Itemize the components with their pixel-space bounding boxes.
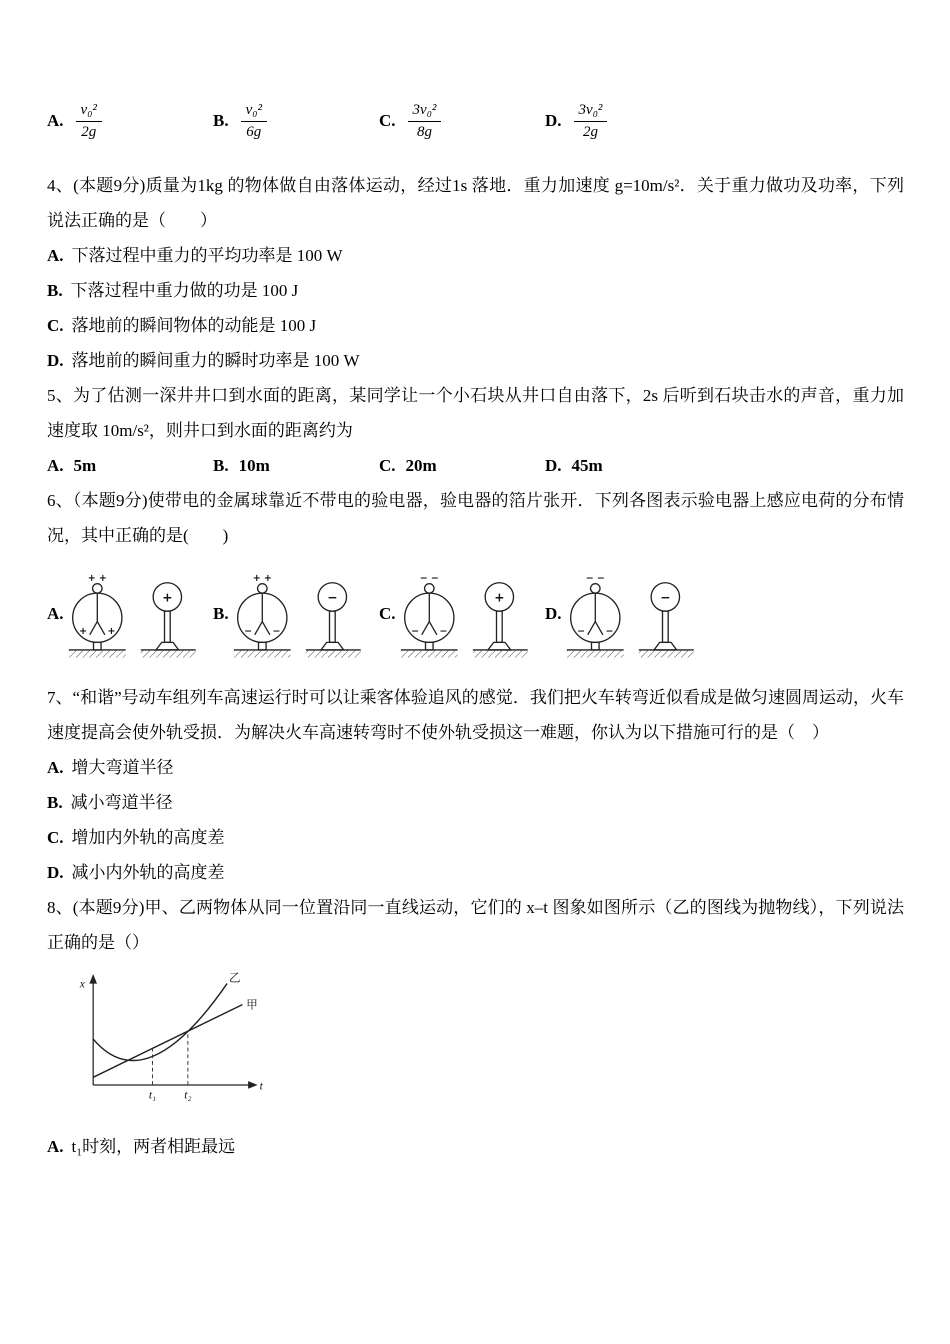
knob-charges: − − — [419, 572, 439, 584]
leaf-charge-right: − — [605, 625, 613, 637]
charged-ball — [305, 583, 360, 658]
q6-diagram-c — [379, 559, 545, 668]
t2-label: t₂ — [184, 1089, 192, 1102]
option-text: 落地前的瞬间重力的瞬时功率是 100 W — [71, 351, 360, 370]
electroscope-diagram — [565, 559, 707, 668]
q5-stem: 5、为了估测一深井井口到水面的距离，某同学让一个小石块从井口自由落下，2s 后听到石块击水的声音，重力加速度取 10m/s²，则井口到水面的距离约为 — [47, 386, 904, 440]
option-text: 45m — [571, 456, 603, 475]
fraction-numerator: 3v₀² — [408, 101, 442, 122]
q4-stem: 4、(本题9分)质量为1kg 的物体做自由落体运动，经过1s 落地．重力加速度 g=10m/s²．关于重力做功及功率，下列说法正确的是（ ） — [47, 176, 904, 230]
fraction-denominator: 2g — [81, 123, 97, 140]
t-axis-label: t — [259, 1080, 263, 1093]
q5-option-a — [47, 448, 213, 483]
fraction — [408, 101, 442, 142]
option-letter: D. — [545, 111, 562, 130]
q5-option-d — [545, 448, 711, 483]
leaf-charge-left: − — [243, 625, 252, 637]
option-letter: C. — [379, 111, 396, 130]
q6-diagram-d — [545, 559, 711, 668]
option-letter: B. — [47, 281, 63, 300]
option-text: t₁时刻，两者相距最远 — [71, 1137, 236, 1156]
electroscope — [68, 573, 125, 658]
option-text: 20m — [405, 456, 437, 475]
option-letter: B. — [213, 603, 229, 623]
q5-options-row — [47, 448, 904, 483]
leaf-charge-right: − — [439, 625, 447, 637]
q4-option-b — [47, 273, 904, 308]
option-letter: A. — [47, 1137, 64, 1156]
option-letter: C. — [47, 316, 64, 335]
option-text: 10m — [238, 456, 270, 475]
ball-charge: + — [493, 590, 505, 605]
fraction-numerator: v₀² — [76, 101, 102, 122]
yi-curve-label: 乙 — [229, 972, 241, 985]
charged-ball — [472, 583, 527, 658]
q8-graph — [53, 968, 904, 1117]
knob-charges: + + — [87, 572, 107, 584]
option-letter: A. — [47, 246, 64, 265]
q6-diagram-b — [213, 559, 379, 668]
option-text: 下落过程中重力做的功是 100 J — [70, 281, 299, 300]
ball-charge: + — [161, 590, 173, 605]
electroscope-diagram — [67, 559, 209, 668]
option-text: 5m — [73, 456, 97, 475]
q4-option-c — [47, 308, 904, 343]
option-letter: B. — [47, 793, 63, 812]
ball-charge: − — [326, 590, 338, 605]
option-text: 减小内外轨的高度差 — [71, 863, 225, 882]
q5-option-b — [213, 448, 379, 483]
electroscope — [566, 573, 623, 658]
q7-option-d — [47, 855, 904, 890]
line-jia — [93, 1005, 242, 1078]
x-axis-label: x — [79, 978, 85, 991]
option-text: 下落过程中重力的平均功率是 100 W — [71, 246, 343, 265]
q6-stem: 6、（本题9分)使带电的金属球靠近不带电的验电器，验电器的箔片张开．下列各图表示验电器上感应电荷的分布情况，其中正确的是( ) — [47, 491, 904, 545]
q6-diagram-a — [47, 559, 213, 668]
q4-option-a — [47, 238, 904, 273]
option-letter: D. — [545, 603, 562, 623]
q8-option-a — [47, 1129, 904, 1164]
q7-option-b — [47, 785, 904, 820]
q3-options-row — [47, 88, 904, 154]
jia-curve-label: 甲 — [246, 999, 258, 1012]
q8-stem: 8、(本题9分)甲、乙两物体从同一位置沿同一直线运动，它们的 x–t 图象如图所示（乙的图线为抛物线），下列说法正确的是（） — [47, 898, 904, 952]
fraction-denominator: 6g — [246, 123, 262, 140]
option-letter: A. — [47, 603, 64, 623]
knob-charges: + + — [252, 572, 272, 584]
knob-charges: − − — [585, 572, 605, 584]
option-letter: C. — [379, 456, 396, 475]
q7-stem: 7、“和谐”号动车组列车高速运行时可以让乘客体验追风的感觉．我们把火车转弯近似看成是做匀速圆周运动，火车速度提高会使外轨受损．为解决火车高速转弯时不使外轨受损这一难题，你认为以下措施可行的是（ ） — [47, 688, 904, 742]
option-letter: B. — [213, 456, 229, 475]
electroscope — [233, 573, 290, 658]
graph-axes — [79, 974, 264, 1093]
option-text: 落地前的瞬间物体的动能是 100 J — [71, 316, 317, 335]
q7-option-c — [47, 820, 904, 855]
q4-option-d — [47, 343, 904, 378]
leaf-charge-left: + — [78, 625, 87, 637]
leaf-charge-right: − — [272, 625, 281, 637]
q3-option-d — [545, 101, 711, 142]
leaf-charge-left: − — [576, 625, 585, 637]
t1-label: t₁ — [148, 1089, 157, 1102]
option-letter: A. — [47, 111, 64, 130]
option-letter: C. — [47, 828, 64, 847]
option-letter: D. — [545, 456, 562, 475]
option-letter: C. — [379, 603, 396, 623]
option-text: 减小弯道半径 — [70, 793, 173, 812]
fraction — [76, 101, 102, 142]
option-letter: A. — [47, 758, 64, 777]
fraction-denominator: 2g — [582, 123, 598, 140]
ball-charge: − — [659, 590, 671, 605]
option-letter: D. — [47, 863, 64, 882]
fraction-numerator: 3v₀² — [574, 101, 608, 122]
fraction-numerator: v₀² — [241, 101, 267, 122]
option-letter: D. — [47, 351, 64, 370]
leaf-charge-right: + — [107, 625, 115, 637]
q3-option-b — [213, 101, 379, 142]
electroscope-diagram — [232, 559, 374, 668]
charged-ball — [140, 583, 195, 658]
leaf-charge-left: − — [410, 625, 419, 637]
fraction — [241, 101, 267, 142]
electroscope — [400, 573, 457, 658]
q7-option-a — [47, 750, 904, 785]
position-time-graph — [53, 968, 273, 1112]
q3-option-c — [379, 101, 545, 142]
q6-diagram-row — [47, 559, 904, 668]
option-text: 增加内外轨的高度差 — [71, 828, 225, 847]
charged-ball — [638, 583, 693, 658]
q3-option-a — [47, 101, 213, 142]
electroscope-diagram — [399, 559, 541, 668]
option-letter: A. — [47, 456, 64, 475]
fraction-denominator: 8g — [416, 123, 432, 140]
q5-option-c — [379, 448, 545, 483]
option-letter: B. — [213, 111, 229, 130]
fraction — [574, 101, 608, 142]
option-text: 增大弯道半径 — [71, 758, 174, 777]
